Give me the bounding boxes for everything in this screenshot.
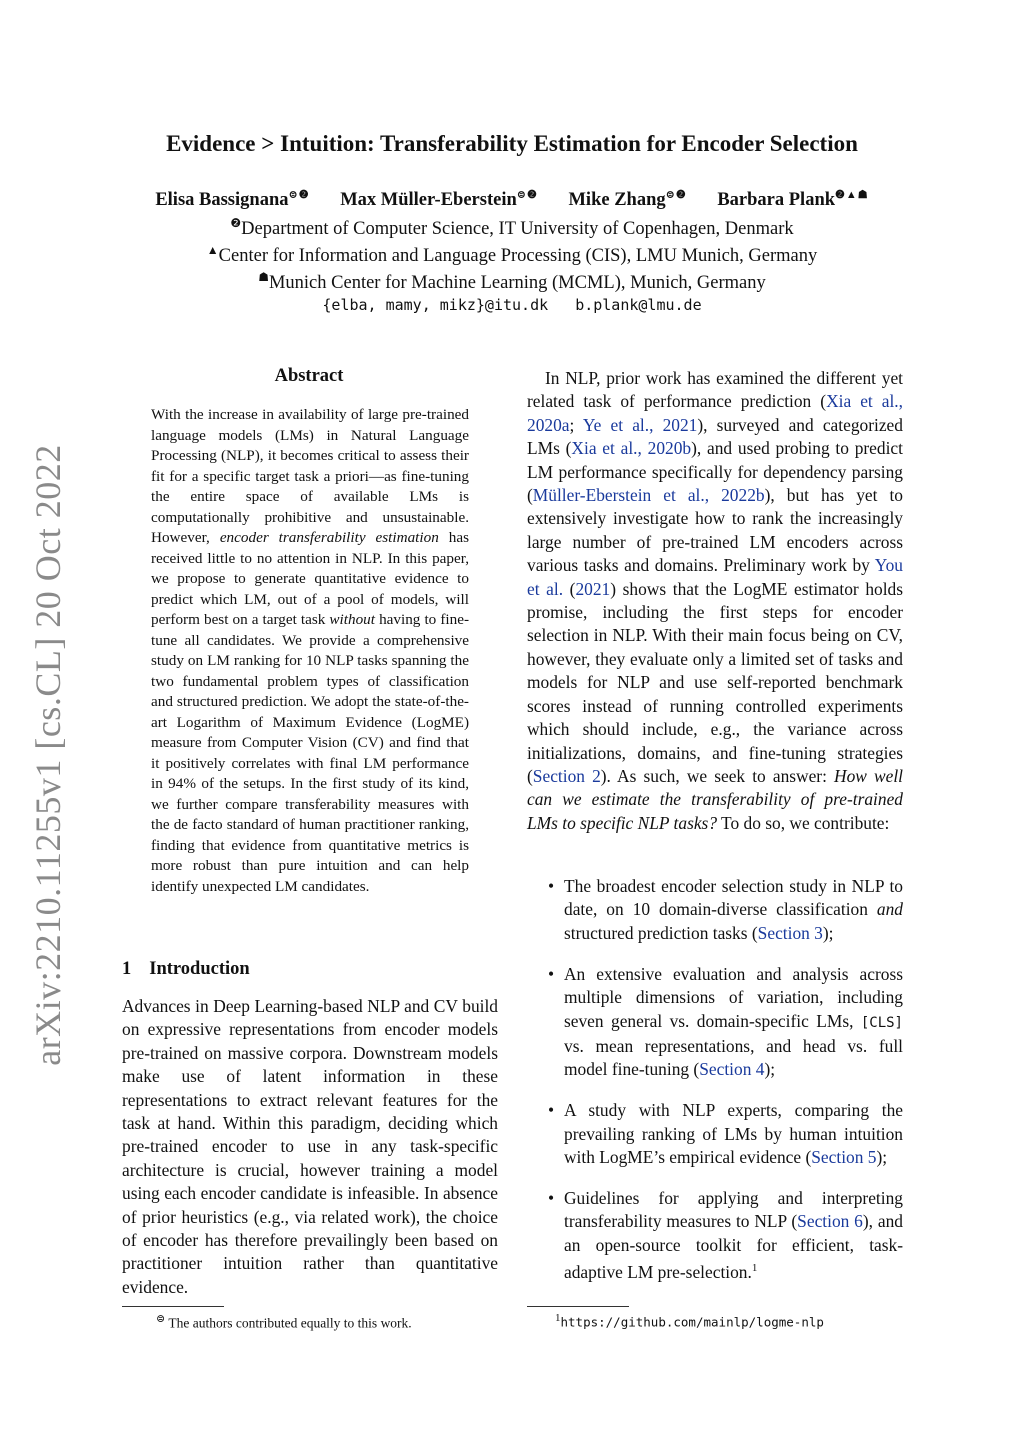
arxiv-identifier: arXiv:2210.11255v1 [cs.CL] 20 Oct 2022 xyxy=(28,444,68,1066)
list-item: • Guidelines for applying and interpreting transferability measures to NLP (Section 6), and an open-source toolkit for efficient, task-adaptive LM pre-selection.$^1$ xyxy=(548,1187,903,1282)
email[interactable]: b.plank@lmu.de xyxy=(575,296,702,314)
section-title: Introduction xyxy=(149,959,250,979)
footnote-url xyxy=(555,1312,824,1331)
affiliation-mark: ❷ xyxy=(230,216,242,230)
author-affiliation-marks: ❷▲☗ xyxy=(835,189,869,201)
affiliation: ☗Munich Center for Machine Learning (MCML), Munich, Germany xyxy=(258,270,766,294)
footnote-mark: 1 xyxy=(555,1312,561,1324)
contributions-list xyxy=(527,875,903,1302)
footnote-equal-contribution: ⊜ The authors contributed equally to this work. xyxy=(156,1313,412,1331)
affiliation: $^❷$Department of Computer Science, IT University of Copenhagen, Denmark xyxy=(230,216,794,240)
paper-title: Evidence > Intuition: Transferability Estimation for Encoder Selection xyxy=(166,131,858,156)
author-affiliation-marks: ⊜❷ xyxy=(288,189,310,201)
author-affiliation-marks: ⊜❷ xyxy=(516,189,538,201)
author: Max Müller-Eberstein$^{⊜❷}$ xyxy=(340,189,538,211)
citation-link[interactable]: Müller-Eberstein et al., 2022b xyxy=(532,485,765,506)
citation-link[interactable]: 2021 xyxy=(575,578,611,599)
list-item: • An extensive evaluation and analysis across multiple dimensions of variation, including seven general vs. domain-specific LMs, [CLS] vs. mean representations, and head vs. full model fine-tuning (Section 4); xyxy=(548,963,903,1080)
related-work-paragraph: In NLP, prior work has examined the different yet related task of performance prediction (Xia et al., 2020a; Ye et al., 2021), surveyed and categorized LMs (Xia et al., 2020b), and used probing to predict LM performance specifically for dependency parsing (Müller-Eberstein et al., 2022b), but has yet to extensively investigate how to rank the increasingly large number of pre-trained LM encoders across various tasks and domains. Preliminary work by You et al. (2021) shows that the LogME estimator holds promise, including the first steps for encoder selection in NLP. With their main focus being on CV, however, they evaluate only a limited set of tasks and models for NLP and use self-reported benchmark scores instead of running controlled experiments which should include, e.g., the variance across initializations, domains, and fine-tuning strategies (Section 2). As such, we seek to answer: How well can we estimate the transferability of pre-trained LMs to specific NLP tasks? To do so, we contribute: xyxy=(527,368,904,833)
author: Barbara Plank$^{❷▲☗}$ xyxy=(717,189,869,211)
author-affiliation-marks: ⊜❷ xyxy=(665,189,687,201)
section-link[interactable]: Section 4 xyxy=(699,1059,765,1080)
section-number: 1 xyxy=(122,959,132,979)
bullet-icon: • xyxy=(548,1100,555,1121)
email[interactable]: {elba, mamy, mikz}@itu.dk xyxy=(322,296,549,314)
author: Elisa Bassignana$^{⊜❷}$ xyxy=(155,189,310,211)
affiliation-mark: ▲ xyxy=(206,243,219,257)
footnote-rule xyxy=(527,1306,629,1307)
list-item: • A study with NLP experts, comparing the prevailing ranking of LMs by human intuition with LogME’s empirical evidence (Section 5); xyxy=(548,1100,903,1168)
arxiv-sidebar xyxy=(26,444,70,1066)
footnote-rule xyxy=(122,1306,224,1307)
citation-link[interactable]: Xia et al., 2020a xyxy=(527,391,904,435)
bullet-icon: • xyxy=(548,876,555,896)
citation-link[interactable]: You et al. xyxy=(527,555,903,599)
citation-link[interactable]: Ye et al., 2021 xyxy=(582,414,698,435)
introduction-paragraph: Advances in Deep Learning-based NLP and CV build on expressive representations from encoder models pre-trained on massive corpora. Downstream models make use of latent information in these representations to extract relevant features for the task at hand. Within this paradigm, deciding which pre-trained encoder to use in any task-specific architecture is crucial, however training a model using each encoder candidate is infeasible. In absence of prior heuristics (e.g., via related work), the choice of encoder has therefore prevailingly been based on practitioner intuition rather than quantitative evidence. xyxy=(122,996,498,1297)
abstract-heading: Abstract xyxy=(274,366,344,386)
footnote-link[interactable]: https://github.com/mainlp/logme-nlp xyxy=(560,1314,824,1330)
citation-link[interactable]: Xia et al., 2020b xyxy=(571,438,692,459)
section-link[interactable]: Section 2 xyxy=(532,765,601,786)
bullet-icon: • xyxy=(548,1187,555,1208)
list-item: • The broadest encoder selection study in NLP to date, on 10 domain-diverse classification and structured prediction tasks (Section 3); xyxy=(548,876,903,943)
section-link[interactable]: Section 3 xyxy=(757,922,823,943)
affiliation: ▲Center for Information and Language Processing (CIS), LMU Munich, Germany xyxy=(206,243,818,267)
abstract-text: With the increase in availability of large pre-trained language models (LMs) in Natural Language Processing (NLP), it becomes critical to assess their fit for a specific target task a priori—as fine-tuning the entire space of available LMs is computationally prohibitive and unsustainable. However, encoder transferability estimation has received little to no attention in NLP. In this paper, we propose to generate quantitative evidence to predict which LM, out of a pool of models, will perform best on a target task without having to fine-tune all candidates. We provide a comprehensive study on LM ranking for 10 NLP tasks spanning the two fundamental problem types of classification and structured prediction. We adopt the state-of-the-art Logarithm of Maximum Evidence (LogME) measure from Computer Vision (CV) and find that it positively correlates with final LM performance in 94% of the setups. In the first study of its kind, we further compare transferability measures with the de facto standard of human practitioner ranking, finding that evidence from quantitative metrics is more robust than pure intuition and can help identify unexpected LM candidates. xyxy=(151,406,470,895)
author-emails xyxy=(0,296,1024,314)
section-link[interactable]: Section 6 xyxy=(797,1211,863,1232)
code-token: [CLS] xyxy=(860,1014,903,1031)
section-link[interactable]: Section 5 xyxy=(811,1147,877,1168)
author-list xyxy=(0,188,1024,211)
bullet-icon: • xyxy=(548,963,555,984)
section-heading xyxy=(122,959,250,980)
footnote-mark: ⊜ xyxy=(156,1313,166,1325)
author: Mike Zhang$^{⊜❷}$ xyxy=(568,189,687,211)
footnote-marker[interactable]: 1 xyxy=(751,1262,758,1275)
affiliation-mark: ☗ xyxy=(258,270,269,284)
